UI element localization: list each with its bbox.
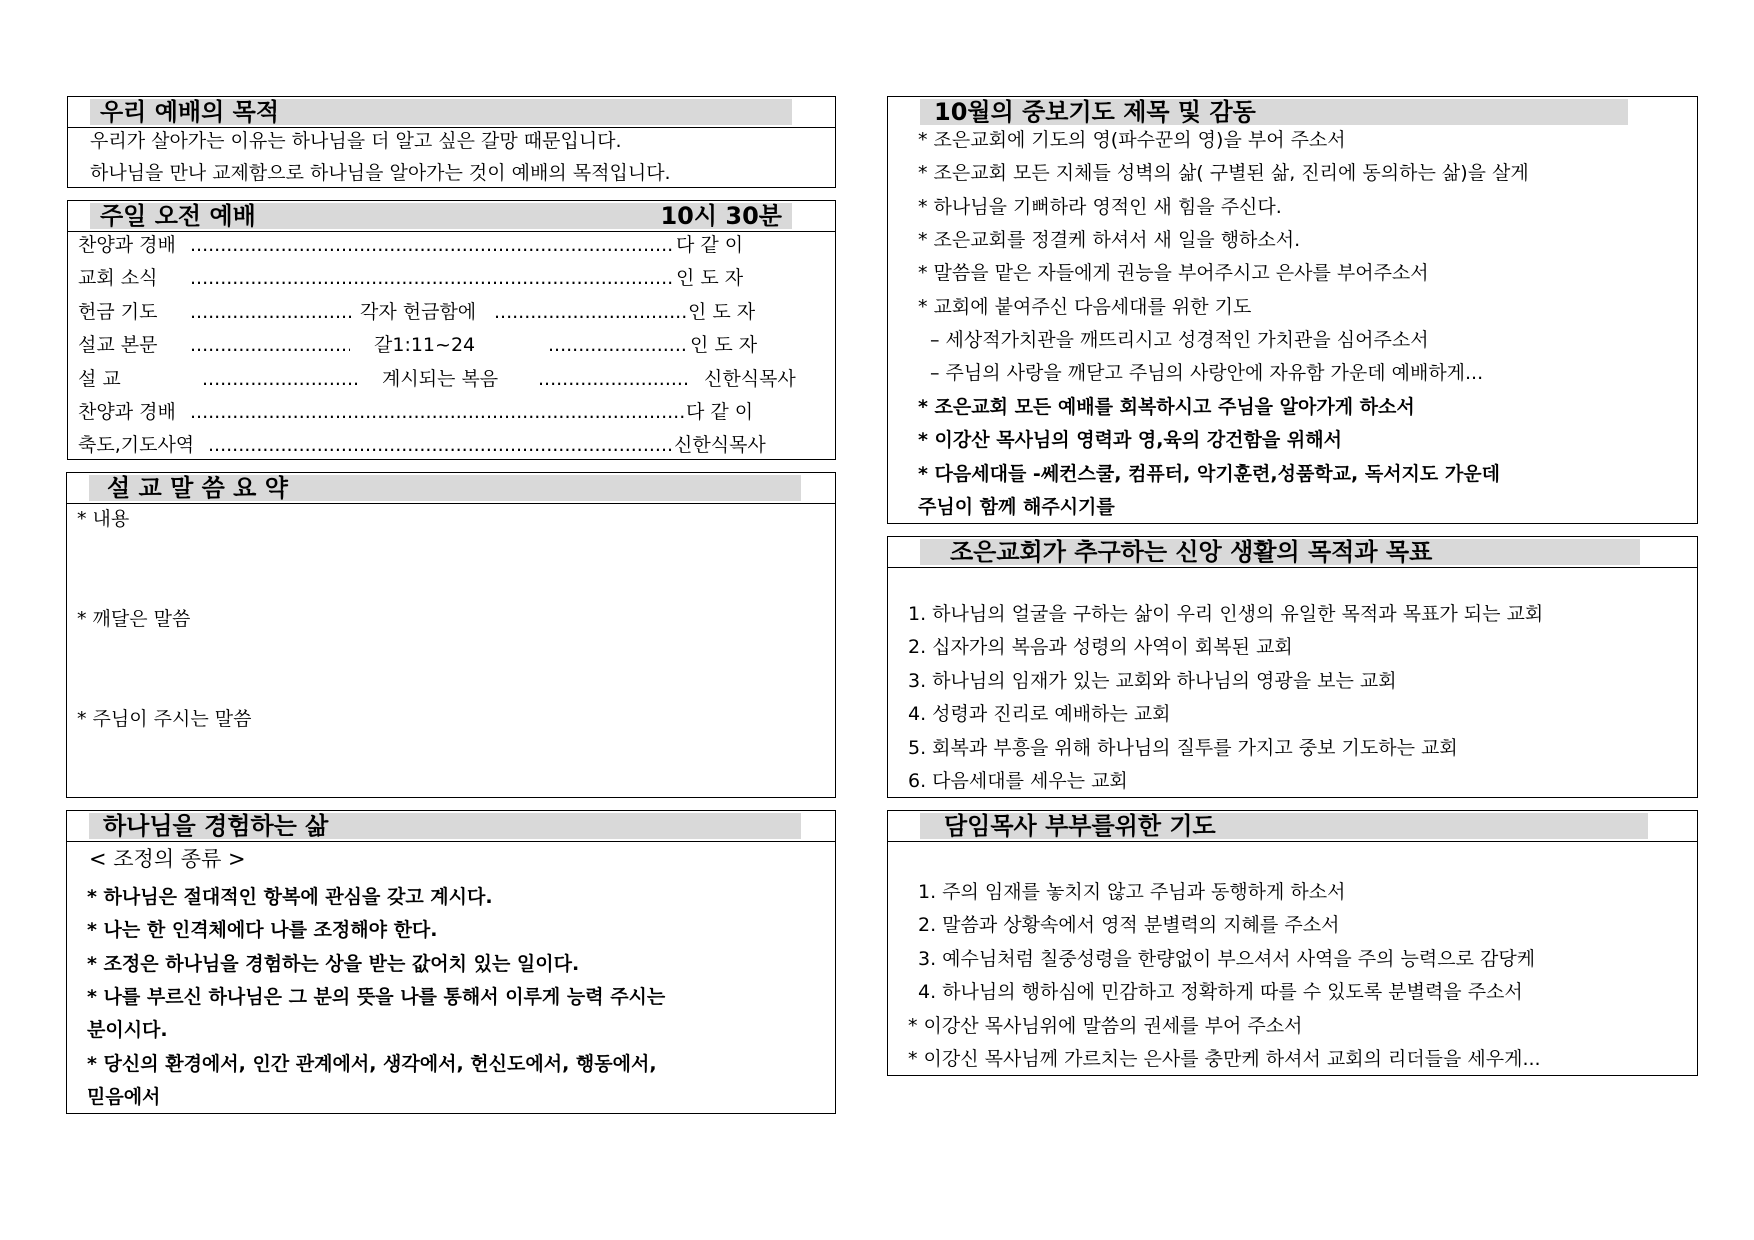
order-row bbox=[78, 398, 823, 426]
divider bbox=[67, 503, 835, 504]
order-label: 설 교 bbox=[78, 368, 121, 390]
pastor-prayer-line: * 이강신 목사님께 가르치는 은사를 충만케 하셔서 교회의 리더들을 세우게... bbox=[908, 1048, 1541, 1070]
order-label: 헌금 기도 bbox=[78, 301, 158, 323]
pastor-prayer-line: 1. 주의 임재를 놓치지 않고 주님과 동행하게 하소서 bbox=[918, 881, 1346, 903]
dot-leader bbox=[190, 331, 350, 359]
order-leader: 인 도 자 bbox=[688, 301, 756, 323]
goal-line: 1. 하나님의 얼굴을 구하는 삶이 우리 인생의 유일한 목적과 목표가 되는 교회 bbox=[908, 603, 1544, 625]
experience-line: 분이시다. bbox=[87, 1019, 168, 1041]
goal-line: 4. 성령과 진리로 예배하는 교회 bbox=[908, 703, 1171, 725]
order-leader: 신한식목사 bbox=[674, 434, 766, 456]
order-leader: 인 도 자 bbox=[676, 267, 744, 289]
service-title-text: 주일 오전 예배 bbox=[100, 202, 256, 230]
order-row bbox=[78, 331, 823, 359]
church-goals-title: 조은교회가 추구하는 신앙 생활의 목적과 목표 bbox=[920, 539, 1640, 565]
prayer-line: 주님이 함께 해주시기를 bbox=[918, 496, 1115, 518]
worship-purpose-title: 우리 예배의 목적 bbox=[90, 99, 792, 125]
order-leader: 인 도 자 bbox=[690, 334, 758, 356]
dot-leader bbox=[494, 298, 687, 326]
dot-leader bbox=[190, 398, 685, 426]
sunday-service-title bbox=[90, 203, 792, 229]
prayer-line: * 말씀을 맡은 자들에게 권능을 부어주시고 은사를 부어주소서 bbox=[918, 262, 1429, 284]
dot-leader bbox=[190, 231, 675, 259]
order-leader: 신한식목사 bbox=[704, 368, 796, 390]
order-middle: 계시되는 복음 bbox=[382, 368, 499, 390]
experience-box bbox=[66, 810, 836, 1114]
divider bbox=[888, 841, 1697, 842]
experience-line: 믿음에서 bbox=[87, 1086, 161, 1108]
service-time: 10시 30분 bbox=[660, 202, 782, 230]
prayer-line: * 조은교회 모든 지체들 성벽의 삶( 구별된 삶, 진리에 동의하는 삶)을 살게 bbox=[918, 162, 1529, 184]
goal-line: 5. 회복과 부흥을 위해 하나님의 질투를 가지고 중보 기도하는 교회 bbox=[908, 737, 1458, 759]
prayer-line: – 주님의 사랑을 깨닫고 주님의 사랑안에 자유함 가운데 예배하게... bbox=[930, 362, 1484, 384]
order-row bbox=[78, 365, 823, 393]
church-goals-box bbox=[887, 536, 1698, 798]
order-label: 찬양과 경배 bbox=[78, 234, 176, 256]
sunday-service-box bbox=[67, 200, 836, 460]
order-row bbox=[78, 298, 823, 326]
divider bbox=[68, 127, 835, 128]
order-leader: 다 같 이 bbox=[686, 401, 754, 423]
pastor-prayer-box bbox=[887, 810, 1698, 1076]
experience-line: * 당신의 환경에서, 인간 관계에서, 생각에서, 헌신도에서, 행동에서, bbox=[87, 1053, 657, 1075]
goal-line: 2. 십자가의 복음과 성령의 사역이 회복된 교회 bbox=[908, 636, 1293, 658]
prayer-line: * 교회에 붙여주신 다음세대를 위한 기도 bbox=[918, 296, 1252, 318]
pastor-prayer-line: * 이강산 목사님위에 말씀의 권세를 부어 주소서 bbox=[908, 1015, 1303, 1037]
divider bbox=[888, 567, 1697, 568]
prayer-line: * 하나님을 기뻐하라 영적인 새 힘을 주신다. bbox=[918, 196, 1282, 218]
order-row bbox=[78, 264, 823, 292]
dot-leader bbox=[202, 365, 358, 393]
experience-line: * 나는 한 인격체에다 나를 조정해야 한다. bbox=[87, 919, 438, 941]
pastor-prayer-line: 4. 하나님의 행하심에 민감하고 정확하게 따를 수 있도록 분별력을 주소서 bbox=[918, 981, 1523, 1003]
order-row bbox=[78, 431, 823, 459]
order-label: 설교 본문 bbox=[78, 334, 158, 356]
purpose-line-1: 우리가 살아가는 이유는 하나님을 더 알고 싶은 갈망 때문입니다. bbox=[90, 130, 622, 152]
prayer-line: * 다음세대들 -쎄컨스쿨, 컴퓨터, 악기훈련,성품학교, 독서지도 가운데 bbox=[918, 463, 1500, 485]
prayer-line: – 세상적가치관을 깨뜨리시고 성경적인 가치관을 심어주소서 bbox=[930, 329, 1429, 351]
dot-leader bbox=[190, 264, 675, 292]
experience-line: * 하나님은 절대적인 항복에 관심을 갖고 계시다. bbox=[87, 886, 493, 908]
sermon-summary-box bbox=[66, 472, 836, 798]
goal-line: 6. 다음세대를 세우는 교회 bbox=[908, 770, 1128, 792]
order-leader: 다 같 이 bbox=[676, 234, 744, 256]
dot-leader bbox=[190, 298, 355, 326]
prayer-line: * 조은교회 모든 예배를 회복하시고 주님을 알아가게 하소서 bbox=[918, 396, 1415, 418]
pastor-prayer-title: 담임목사 부부를위한 기도 bbox=[920, 813, 1648, 839]
order-middle: 각자 헌금함에 bbox=[360, 301, 477, 323]
experience-line: * 조정은 하나님을 경험하는 상을 받는 값어치 있는 일이다. bbox=[87, 953, 580, 975]
goal-line: 3. 하나님의 임재가 있는 교회와 하나님의 영광을 보는 교회 bbox=[908, 670, 1397, 692]
sermon-item: * 내용 bbox=[77, 508, 130, 530]
dot-leader bbox=[538, 365, 688, 393]
worship-purpose-box bbox=[67, 96, 836, 188]
prayer-line: * 조은교회에 기도의 영(파수꾼의 영)을 부어 주소서 bbox=[918, 129, 1346, 151]
sermon-item: * 주님이 주시는 말씀 bbox=[77, 708, 252, 730]
pastor-prayer-line: 2. 말씀과 상황속에서 영적 분별력의 지혜를 주소서 bbox=[918, 914, 1340, 936]
sermon-item: * 깨달은 말씀 bbox=[77, 608, 191, 630]
order-middle: 갈1:11~24 bbox=[374, 334, 476, 356]
purpose-line-2: 하나님을 만나 교제함으로 하나님을 알아가는 것이 예배의 목적입니다. bbox=[90, 162, 671, 184]
sermon-summary-title: 설 교 말 씀 요 약 bbox=[89, 475, 801, 501]
dot-leader bbox=[548, 331, 688, 359]
experience-line: * 나를 부르신 하나님은 그 분의 뜻을 나를 통해서 이루게 능력 주시는 bbox=[87, 986, 666, 1008]
prayer-line: * 조은교회를 정결케 하셔서 새 일을 행하소서. bbox=[918, 229, 1301, 251]
order-label: 교회 소식 bbox=[78, 267, 158, 289]
order-label: 축도,기도사역 bbox=[78, 434, 195, 456]
experience-title: 하나님을 경험하는 삶 bbox=[89, 813, 801, 839]
prayer-line: * 이강산 목사님의 영력과 영,육의 강건함을 위해서 bbox=[918, 429, 1342, 451]
dot-leader bbox=[208, 431, 673, 459]
experience-subtitle: < 조정의 종류 > bbox=[89, 847, 246, 871]
order-label: 찬양과 경배 bbox=[78, 401, 176, 423]
order-row bbox=[78, 231, 823, 259]
prayer-topics-box bbox=[887, 96, 1698, 524]
prayer-topics-title: 10월의 중보기도 제목 및 감동 bbox=[920, 99, 1628, 125]
divider bbox=[67, 841, 835, 842]
pastor-prayer-line: 3. 예수님처럼 칠중성령을 한량없이 부으셔서 사역을 주의 능력으로 감당케 bbox=[918, 948, 1536, 970]
